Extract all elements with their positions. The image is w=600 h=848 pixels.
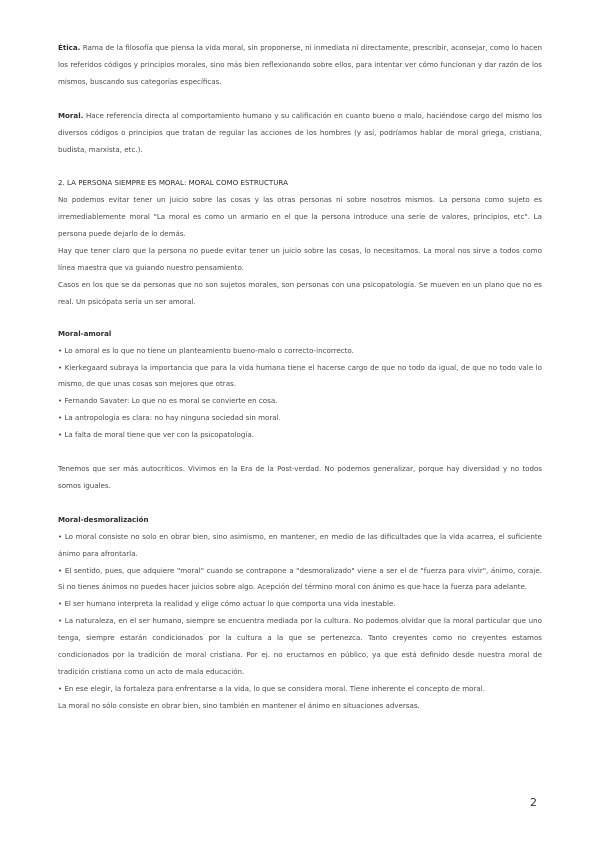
etica-definition — [58, 40, 542, 91]
moral-term: Moral. — [58, 110, 84, 120]
moral-desmoralizacion-bullet: • En ese elegir, la fortaleza para enfrentarse a la vida, lo que se considera moral. Tiene inherente el concepto de moral. — [58, 683, 486, 693]
moral-desmoralizacion-bullet: • El ser humano interpreta la realidad y elige cómo actuar lo que comporta una vida inestable. — [58, 599, 396, 609]
moral-amoral-bullet: • Kierkegaard subraya la importancia que para la vida humana tiene el hacerse cargo de que no todo da igual, de que no todo vale lo mismo, de que unas cosas son mejores que otras. — [58, 362, 542, 389]
moral-definition — [58, 108, 542, 159]
autocriticos-paragraph: Tenemos que ser más autocríticos. Vivimos en la Era de la Post-verdad. No podemos generalizar, porque hay diversidad y no todos somos iguales. — [58, 464, 542, 490]
section-2-heading: 2. LA PERSONA SIEMPRE ES MORAL: MORAL COMO ESTRUCTURA — [58, 178, 288, 188]
moral-amoral-bullet: • Fernando Savater: Lo que no es moral se convierte en cosa. — [58, 396, 278, 406]
moral-desmoralizacion-bullet: • La naturaleza, en el ser humano, siempre se encuentra mediada por la cultura. No podemos olvidar que la moral particular que uno tenga, siempre estarán condicionados por la cultura a la que se pertenezca. Tanto creyentes como no creyentes estamos condicionados por la tradición de moral cristiana. Por ej. no eructamos en público, ya que está definido desde nuestra moral de tradición cristiana como un acto de mala educación. — [58, 616, 542, 676]
moral-desmoralizacion-bullet: • Lo moral consiste no solo en obrar bien, sino asimismo, en mantener, en medio de las dificultades que la vida acarrea, el suficiente ánimo para afrontarla. — [58, 531, 542, 558]
moral-amoral-heading: Moral-amoral — [58, 328, 112, 338]
etica-term: Ética. — [58, 43, 81, 52]
moral-desmoralizacion-bullet: • El sentido, pues, que adquiere "moral" cuando se contrapone a "desmoralizado" viene a ser el de "fuerza para vivir", ánimo, coraje. Si no tienes ánimos no puedes hacer juicios sobre algo. Acepción del término moral con ánimo es que hace la fuerza para adelante. — [58, 565, 542, 592]
section-2-paragraph-1: No podemos evitar tener un juicio sobre las cosas y las otras personas ni sobre nosotros mismos. La persona como sujeto es irremediablemente moral "La moral es como un armario en el que la persona introduce una serie de valores, principios, etc". La persona puede dejarlo de lo demás. — [58, 195, 542, 239]
moral-amoral-bullet: • La antropología es clara: no hay ninguna sociedad sin moral. — [58, 413, 281, 423]
moral-text: Hace referencia directa al comportamiento humano y su calificación en cuanto bueno o malo, haciéndose cargo del mismo los diversos códigos o principios que tratan de regular las acciones de los hombres (y así, podríamos hablar de moral griega, cristiana, budista, marxista, etc.). — [58, 110, 542, 154]
moral-amoral-bullet: • La falta de moral tiene que ver con la psicopatología. — [58, 430, 254, 440]
moral-desmoralizacion-closing: La moral no sólo consiste en obrar bien, sino también en mantener el ánimo en situaciones adversas. — [58, 700, 420, 710]
document-page — [58, 38, 542, 715]
moral-amoral-bullet: • Lo amoral es lo que no tiene un planteamiento bueno-malo o correcto-incorrecto. — [58, 345, 354, 355]
page-number: 2 — [530, 796, 537, 809]
etica-text: Rama de la filosofía que piensa la vida moral, sin proponerse, ni inmediata ni directamente, prescribir, aconsejar, como lo hacen los referidos códigos y principios morales, sino más bien reflexionando sobre ellos, para intentar ver cómo funcionan y dar razón de los mismos, buscando sus categorías específicas. — [58, 43, 542, 86]
moral-desmoralizacion-heading: Moral-desmoralización — [58, 514, 149, 524]
section-2-paragraph-2: Hay que tener claro que la persona no puede evitar tener un juicio sobre las cosas, lo necesitamos. La moral nos sirve a todos como línea maestra que va guiando nuestro pensamiento. — [58, 246, 542, 272]
section-2-paragraph-3: Casos en los que se da personas que no son sujetos morales, son personas con una psicopatología. Se mueven en un plano que no es real. Un psicópata sería un ser amoral. — [58, 279, 542, 306]
